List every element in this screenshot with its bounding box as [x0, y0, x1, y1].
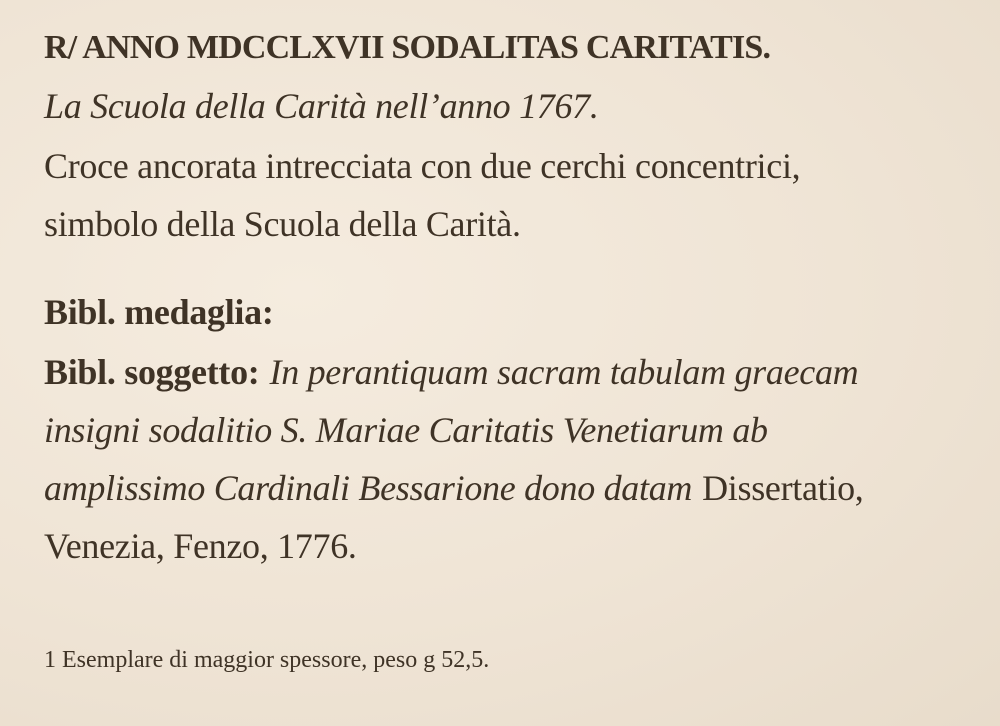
bibl-soggetto-label: Bibl. soggetto: — [44, 352, 260, 392]
bibl-soggetto-line-3 — [44, 466, 863, 510]
heading: R/ ANNO MDCCLXVII SODALITAS CARITATIS. — [44, 29, 771, 66]
subtitle: La Scuola della Carità nell’anno 1767. — [44, 86, 599, 126]
bibl-soggetto-text-4: Venezia, Fenzo, 1776. — [44, 526, 357, 566]
bibl-soggetto-text-2: insigni sodalitio S. Mariae Caritatis Venetiarum ab — [44, 410, 768, 450]
bibl-soggetto-line — [44, 350, 858, 394]
bibl-soggetto-text-3-roman: Dissertatio, — [702, 468, 864, 508]
footnote: 1 Esemplare di maggior spessore, peso g 52,5. — [44, 647, 490, 673]
bibl-medaglia-label: Bibl. medaglia: — [44, 292, 274, 332]
bibl-soggetto-text-1: In perantiquam sacram tabulam graecam — [269, 352, 859, 392]
description-line-1: Croce ancorata intrecciata con due cerchi concentrici, — [44, 146, 801, 186]
bibl-soggetto-text-3-italic: amplissimo Cardinali Bessarione dono datam — [44, 468, 693, 508]
description-line-2: simbolo della Scuola della Carità. — [44, 204, 521, 244]
